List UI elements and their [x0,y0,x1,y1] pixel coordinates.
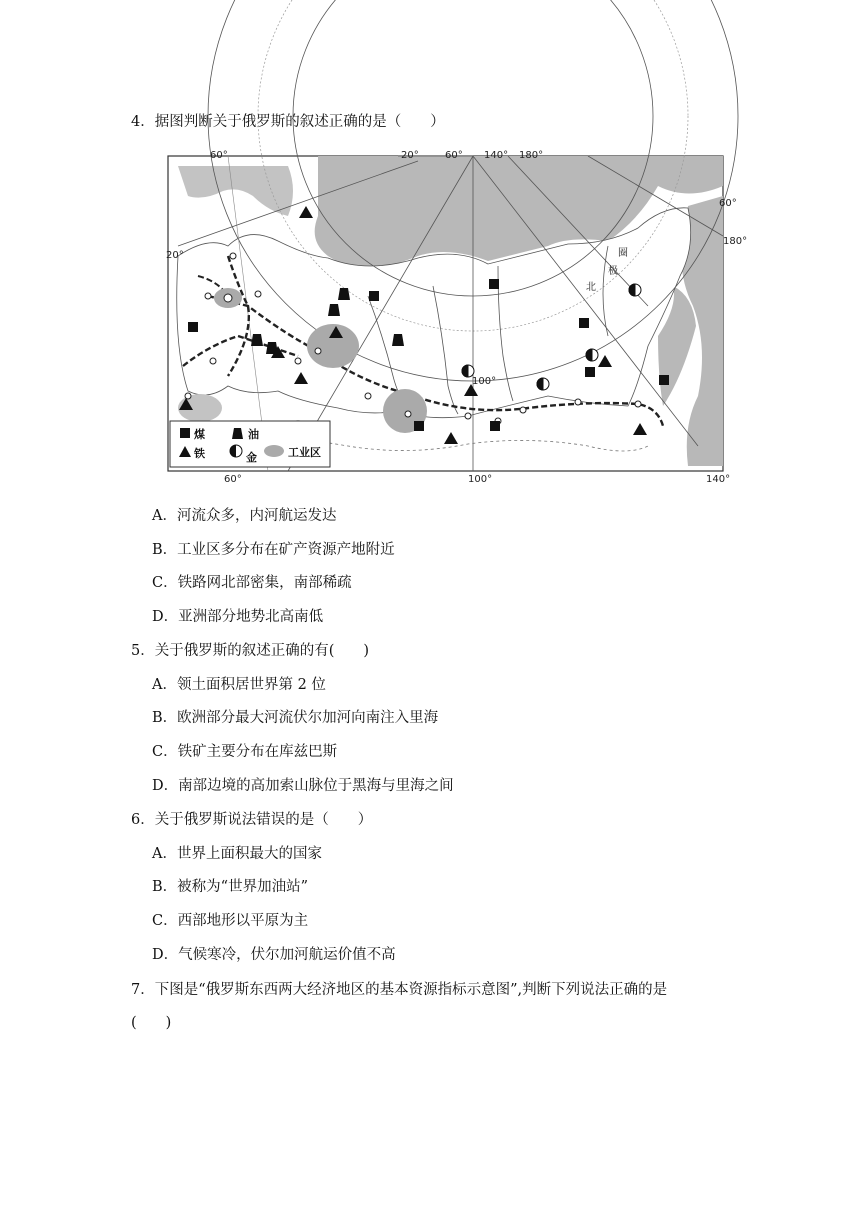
question-5-option-c: C．铁矿主要分布在库兹巴斯 [152,744,338,760]
legend-oil: 油 [248,428,259,441]
legend-industrial: 工业区 [288,446,321,459]
label-right-180: 180° [723,236,748,247]
question-6-stem: 6．关于俄罗斯说法错误的是（ ） [131,812,373,828]
gold-icon [230,445,242,457]
label-top-60b: 60° [445,150,463,161]
industrial-zone-urals [307,324,359,368]
label-bottom-140: 140° [706,474,731,485]
label-arctic-2: 极 [608,266,618,277]
question-4-option-c: C．铁路网北部密集，南部稀疏 [152,575,352,591]
label-right-60: 60° [719,198,737,209]
label-bottom-60: 60° [224,474,242,485]
question-6-option-b: B．被称为“世界加油站” [152,879,308,895]
legend-iron: 铁 [194,447,205,460]
legend-coal: 煤 [194,428,205,441]
industrial-zone-icon [264,445,284,457]
question-5-option-b: B．欧洲部分最大河流伏尔加河向南注入里海 [152,710,439,726]
label-arctic-3: 北 [586,282,596,293]
question-4-option-a: A．河流众多，内河航运发达 [152,508,337,524]
label-bottom-100: 100° [468,474,493,485]
question-6-option-c: C．西部地形以平原为主 [152,913,309,929]
label-top-20: 20° [401,150,419,161]
russia-resource-map [166,146,748,488]
question-4-option-d: D．亚洲部分地势北高南低 [152,609,324,625]
question-4-option-b: B．工业区多分布在矿产资源产地附近 [152,542,395,558]
coal-icon [180,428,190,438]
question-7-stem-line1: 7．下图是“俄罗斯东西两大经济地区的基本资源指标示意图”,判断下列说法正确的是 [131,982,668,998]
question-4-stem: 4．据图判断关于俄罗斯的叙述正确的是（ ） [131,114,445,130]
question-5-option-d: D．南部边境的高加索山脉位于黑海与里海之间 [152,778,454,794]
label-arctic-1: 圈 [618,248,628,259]
question-5-option-a: A．领土面积居世界第 2 位 [152,677,326,693]
label-left-20: 20° [166,250,184,261]
label-top-180: 180° [519,150,544,161]
label-inner-100: 100° [472,376,497,387]
question-6-option-a: A．世界上面积最大的国家 [152,846,322,862]
question-7-stem-line2: ( ) [131,1015,172,1031]
label-top-60: 60° [210,150,228,161]
legend-gold: 金 [246,451,257,464]
question-6-option-d: D．气候寒冷，伏尔加河航运价值不高 [152,947,396,963]
question-5-stem: 5．关于俄罗斯的叙述正确的有( ) [131,643,370,659]
label-top-140: 140° [484,150,509,161]
